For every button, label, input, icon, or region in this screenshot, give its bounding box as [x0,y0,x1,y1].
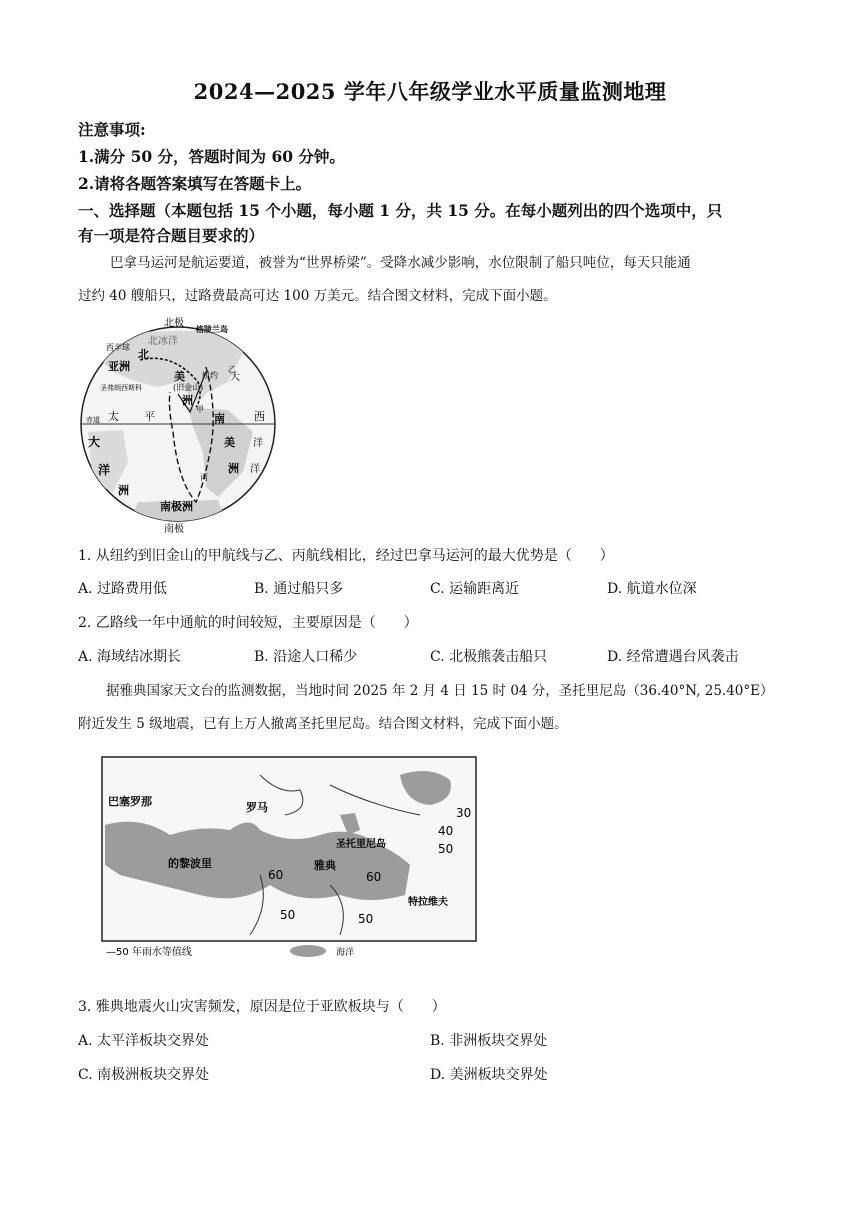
label-zhou-o: 洲 [118,484,129,497]
label-nan: 南 [214,412,225,425]
label-yi: 乙 [228,365,236,374]
question-1-stem: 1. 从纽约到旧金山的甲航线与乙、丙航线相比，经过巴拿马运河的最大优势是（ ） [78,548,614,564]
question-3-stem: 3. 雅典地震火山灾害频发，原因是位于亚欧板块与（ ） [78,999,446,1015]
legend-sea-swatch [290,945,326,957]
q3-option-d: D. 美洲板块交界处 [430,1067,548,1083]
label-north-pole: 北极 [164,318,184,329]
passage1-line1: 巴拿马运河是航运要道，被誉为“世界桥梁”。受降水减少影响，水位限制了船只吨位，每天只能通 [110,255,691,271]
notes-item-2: 2.请将各题答案填写在答题卡上。 [78,174,312,193]
label-bing: 丙 [200,473,208,482]
label-america: 美 [174,370,185,383]
label-ping: 平 [144,410,155,423]
label-zhou-s: 洲 [228,462,239,475]
label-n40: 40 [438,824,454,838]
label-newyork: 纽约 [202,371,218,380]
label-n60a: 60 [268,868,284,882]
label-yang2: 洋 [253,438,263,449]
label-rome: 罗马 [246,801,268,814]
section-heading-line1: 一、选择题（本题包括 15 个小题，每小题 1 分，共 15 分。在每小题列出的四个选项中，只 [78,201,723,220]
label-ocean-se: 洋 [250,464,260,475]
label-yang: 洋 [98,463,111,477]
q3-option-b: B. 非洲板块交界处 [430,1033,548,1049]
label-asia: 亚洲 [108,360,130,373]
label-west-hemisphere: 西半球 [106,343,130,352]
label-santorini: 圣托里尼岛 [336,839,386,850]
legend-isoline: —50 年雨水等值线 [106,947,192,958]
label-da2: 大 [88,435,101,449]
label-tel-aviv: 特拉维夫 [408,897,448,908]
label-zhou-na: 洲 [182,394,193,407]
label-barcelona: 巴塞罗那 [108,795,152,808]
label-n50c: 50 [358,912,374,926]
notes-heading: 注意事项: [78,120,146,139]
q3-option-a: A. 太平洋板块交界处 [78,1033,210,1049]
label-mei-s: 美 [224,436,235,449]
q1-option-a: A. 过路费用低 [78,581,168,597]
q1-option-b: B. 通过船只多 [254,581,344,597]
label-north: 北 [138,348,149,361]
q1-option-c: C. 运输距离近 [430,581,520,597]
section-heading-line2: 有一项是符合题目要求的） [78,226,265,245]
mediterranean-map [100,755,478,965]
passage1-line2: 过约 40 艘船只，过路费最高可达 100 万美元。结合图文材料，完成下面小题。 [78,288,557,304]
passage2-line1: 据雅典国家天文台的监测数据，当地时间 2025 年 2 月 4 日 15 时 04 分，圣托里尼岛（36.40°N, 25.40°E） [106,683,774,699]
label-da: 大 [230,372,240,383]
q3-option-c: C. 南极洲板块交界处 [78,1067,210,1083]
page-title: 2024—2025 学年八年级学业水平质量监测地理 [193,79,667,104]
label-san-francisco: (旧金山) [173,383,204,392]
label-arctic-ocean: 北冰洋 [148,336,178,347]
label-tai: 太 [108,410,119,423]
label-n50a: 50 [438,842,454,856]
q1-option-d: D. 航道水位深 [607,581,697,597]
notes-item-1: 1.满分 50 分，答题时间为 60 分钟。 [78,147,345,166]
label-greenland: 格陵兰岛 [196,325,228,334]
q2-option-b: B. 沿途人口稀少 [254,649,358,665]
label-tripoli: 的黎波里 [168,857,212,870]
q2-option-c: C. 北极熊袭击船只 [430,649,548,665]
q2-option-d: D. 经常遭遇台风袭击 [607,649,739,665]
label-jia: 甲 [196,405,204,414]
label-athens: 雅典 [314,859,336,872]
label-st-francisco: 圣弗朗西斯科 [100,384,142,392]
label-antarctica: 南极洲 [160,500,193,513]
label-n30: 30 [456,806,472,820]
question-2-stem: 2. 乙路线一年中通航的时间较短，主要原因是（ ） [78,615,418,631]
legend-sea: 海洋 [336,948,355,958]
label-n50b: 50 [280,908,296,922]
passage2-line2: 附近发生 5 级地震，已有上万人撤离圣托里尼岛。结合图文材料，完成下面小题。 [78,716,568,732]
label-n60b: 60 [366,870,382,884]
label-xi: 西 [254,410,265,423]
globe-map [78,312,278,537]
label-equator: 赤道 [86,416,100,424]
label-south-pole: 南极 [164,524,184,535]
q2-option-a: A. 海域结冰期长 [78,649,182,665]
